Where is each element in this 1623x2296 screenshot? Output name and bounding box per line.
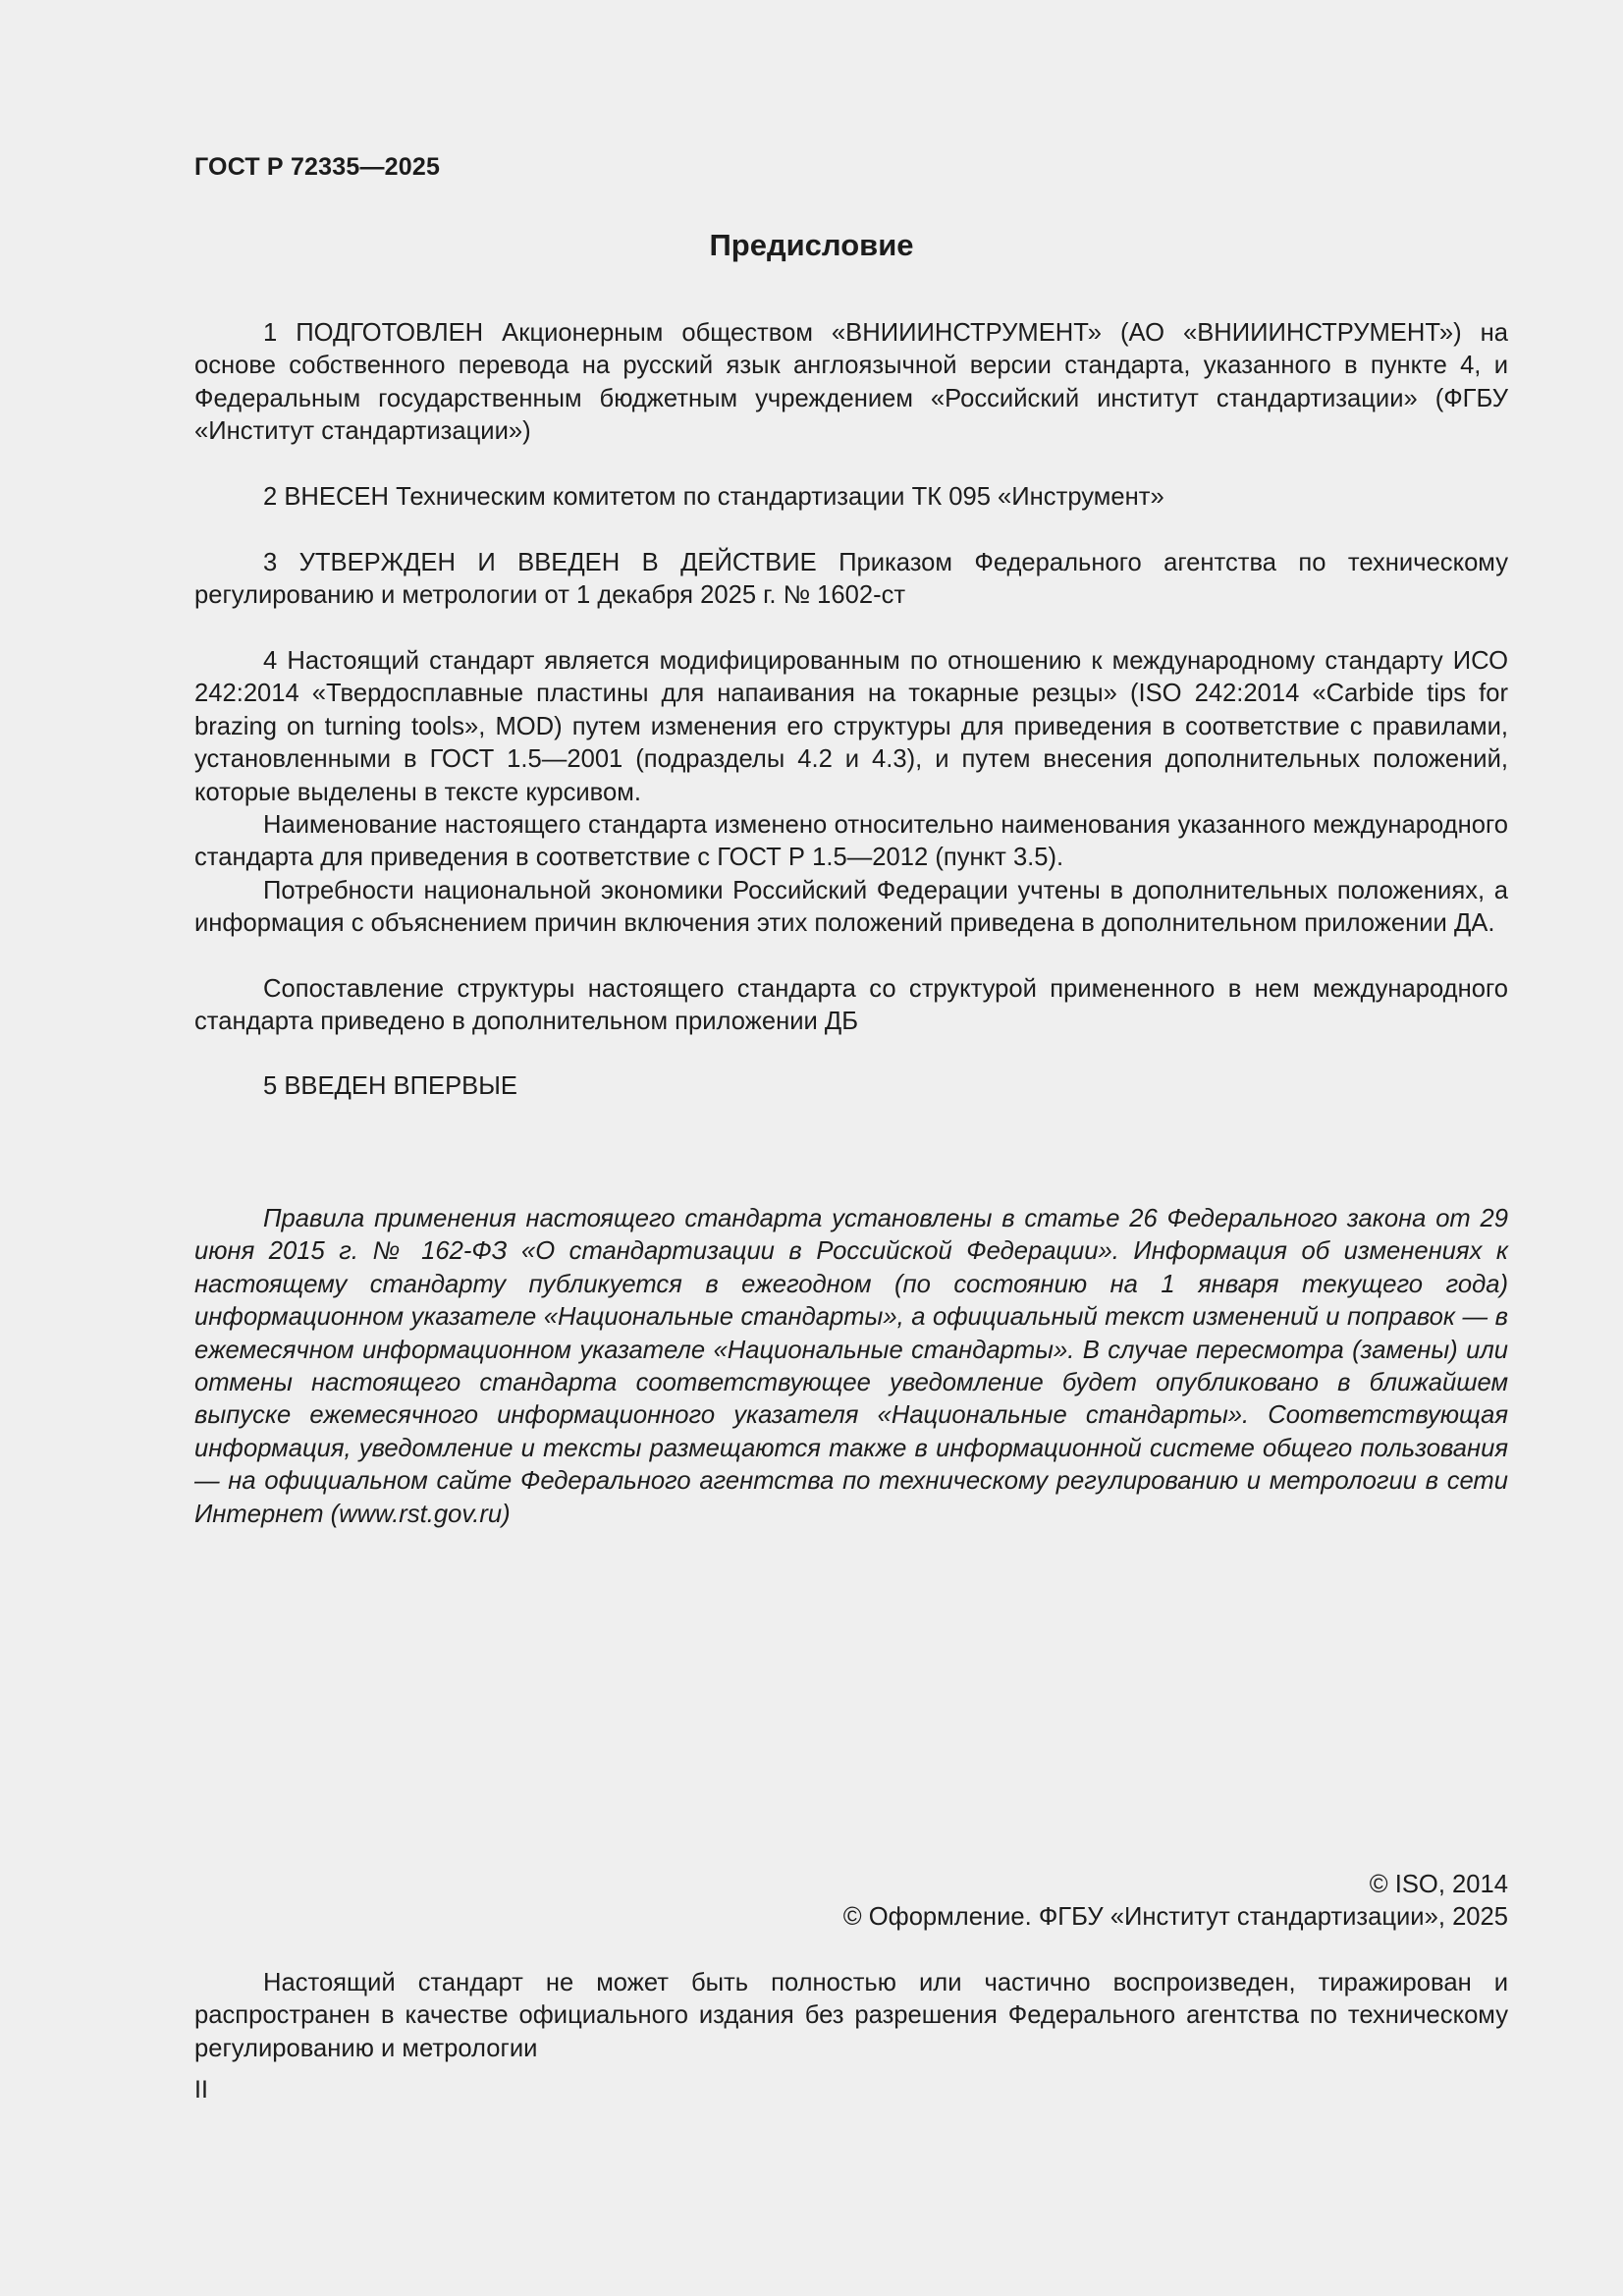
page-number: II [194,2076,208,2104]
reproduction-notice: Настоящий стандарт не может быть полностью или частично воспроизведен, тиражирован и распространен в качестве официального издания без разрешения Федерального агентства по техническому регулированию и метрологии [194,1969,1508,2062]
paragraph-4-title-change: Наименование настоящего стандарта изменено относительно наименования указанного международного стандарта для приведения в соответствие с ГОСТ Р 1.5—2012 (пункт 3.5). [194,811,1508,872]
copyright-iso: © ISO, 2014 [1369,1871,1508,1898]
application-rules-notice: Правила применения настоящего стандарта установлены в статье 26 Федерального закона от 29 июня 2015 г. № 162-ФЗ «О стандартизации в Российской Федерации». Информация об изменениях к настоящему стандарту публикуется в ежегодном (по состоянию на 1 января текущего года) информационном указателе «Национальные стандарты», а официальный текст изменений и поправок — в ежемесячном информационном указателе «Национальные стандарты». В случае пересмотра (замены) или отмены настоящего стандарта соответствующее уведомление будет опубликовано в ближайшем выпуске ежемесячного информационного указателя «Национальные стандарты». Соответствующая информация, уведомление и тексты размещаются также в информационной системе общего пользования — на официальном сайте Федерального агентства по техническому регулированию и метрологии в сети Интернет (www.rst.gov.ru) [194,1205,1508,1528]
paragraph-4-economy-needs: Потребности национальной экономики Российский Федерации учтены в дополнительных положениях, а информация с объяснением причин включения этих положений приведена в дополнительном приложении ДА. [194,877,1508,938]
paragraph-4-structure-comparison: Сопоставление структуры настоящего стандарта со структурой примененного в нем международного стандарта приведено в дополнительном приложении ДБ [194,975,1508,1036]
paragraph-4-modified: 4 Настоящий стандарт является модифицированным по отношению к международному стандарту ИСО 242:2014 «Твердосплавные пластины для напаивания на токарные резцы» (ISO 242:2014 «Carbide tips for brazing on turning tools», MOD) путем изменения его структуры для приведения в соответствие с правилами, установленными в ГОСТ 1.5—2001 (подразделы 4.2 и 4.3), и путем внесения дополнительных положений, которые выделены в тексте курсивом. [194,647,1508,806]
paragraph-1-prepared: 1 ПОДГОТОВЛЕН Акционерным обществом «ВНИИИНСТРУМЕНТ» (АО «ВНИИИНСТРУМЕНТ») на основе собственного перевода на русский язык англоязычной версии стандарта, указанного в пункте 4, и Федеральным государственным бюджетным учреждением «Российский институт стандартизации» (ФГБУ «Институт стандартизации») [194,319,1508,446]
paragraph-5-introduced: 5 ВВЕДЕН ВПЕРВЫЕ [263,1072,517,1100]
paragraph-3-approved: 3 УТВЕРЖДЕН И ВВЕДЕН В ДЕЙСТВИЕ Приказом Федерального агентства по техническому регулированию и метрологии от 1 декабря 2025 г. № 1602-ст [194,549,1508,610]
page-title: Предисловие [709,228,914,262]
copyright-design: © Оформление. ФГБУ «Институт стандартизации», 2025 [842,1903,1508,1931]
document-number: ГОСТ Р 72335—2025 [194,153,441,181]
paragraph-2-submitted: 2 ВНЕСЕН Техническим комитетом по стандартизации ТК 095 «Инструмент» [263,483,1164,511]
